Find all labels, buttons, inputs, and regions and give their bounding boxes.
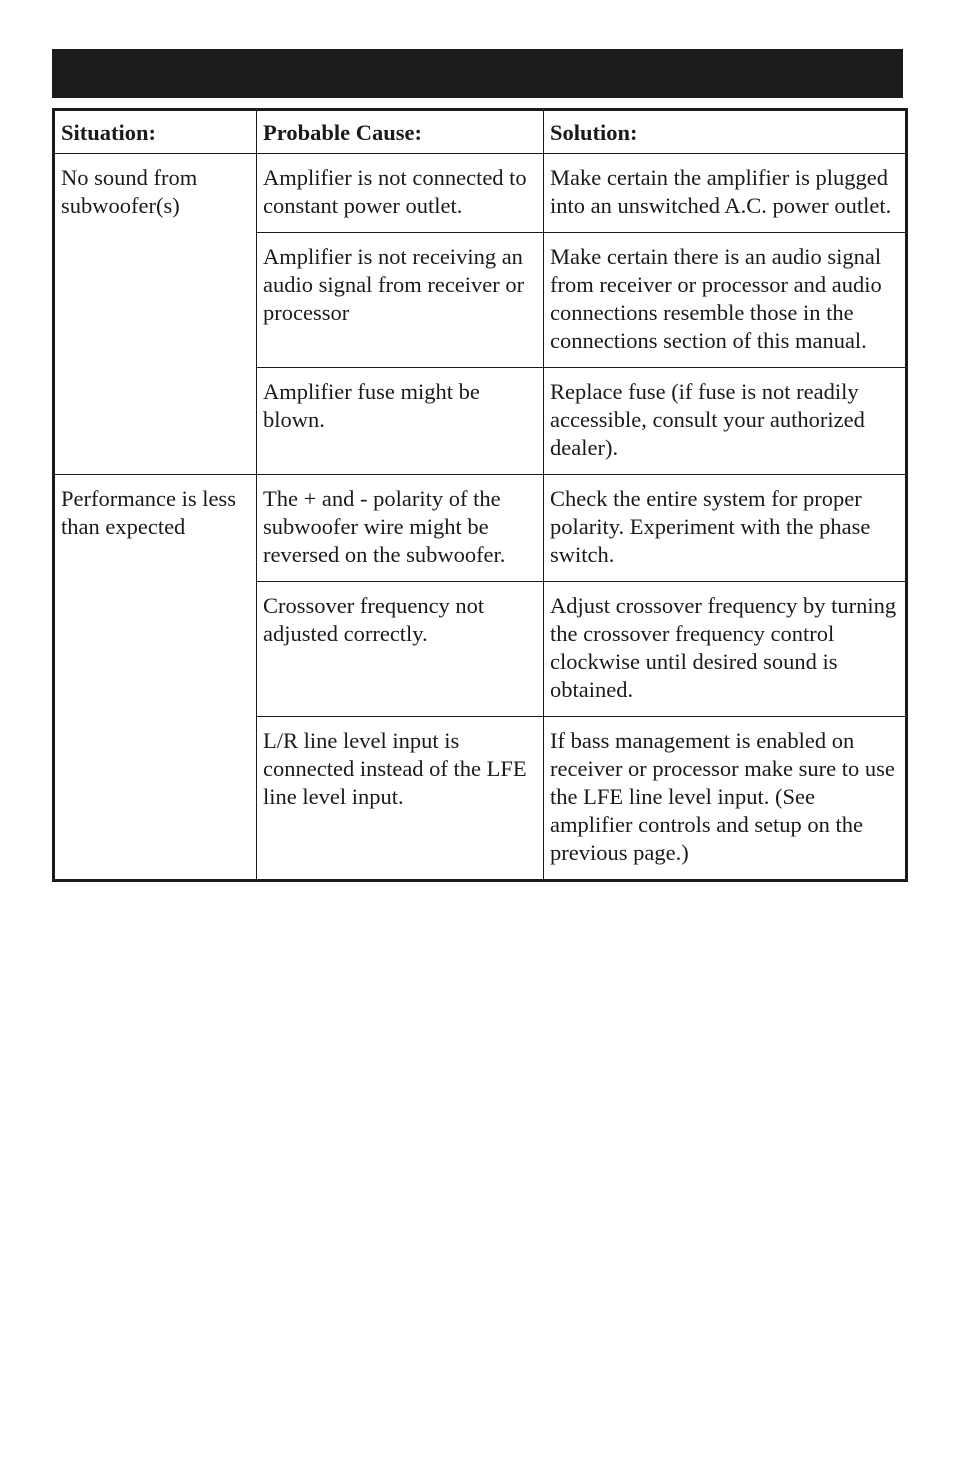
cause-cell: Crossover frequency not adjusted correctly.	[257, 582, 544, 717]
solution-cell: Adjust crossover frequency by turning the crossover frequency control clockwise until desired sound is obtained.	[544, 582, 907, 717]
header-solution: Solution:	[544, 110, 907, 154]
solution-cell: Check the entire system for proper polarity. Experiment with the phase switch.	[544, 475, 907, 582]
cause-cell: The + and - polarity of the subwoofer wire might be reversed on the subwoofer.	[257, 475, 544, 582]
header-situation: Situation:	[54, 110, 257, 154]
solution-cell: Make certain there is an audio signal from receiver or processor and audio connections resemble those in the connections section of this manual.	[544, 233, 907, 368]
table-row	[54, 475, 907, 582]
cause-cell: Amplifier fuse might be blown.	[257, 368, 544, 475]
situation-cell: No sound from subwoofer(s)	[54, 154, 257, 475]
table-row	[54, 154, 907, 233]
section-header-bar	[52, 49, 903, 98]
cause-cell: L/R line level input is connected instead of the LFE line level input.	[257, 717, 544, 881]
table-header-row	[54, 110, 907, 154]
troubleshooting-table	[52, 108, 908, 882]
cause-cell: Amplifier is not receiving an audio signal from receiver or processor	[257, 233, 544, 368]
solution-cell: Make certain the amplifier is plugged into an unswitched A.C. power outlet.	[544, 154, 907, 233]
solution-cell: If bass management is enabled on receiver or processor make sure to use the LFE line level input. (See amplifier controls and setup on the previous page.)	[544, 717, 907, 881]
solution-cell: Replace fuse (if fuse is not readily accessible, consult your authorized dealer).	[544, 368, 907, 475]
header-probable-cause: Probable Cause:	[257, 110, 544, 154]
cause-cell: Amplifier is not connected to constant power outlet.	[257, 154, 544, 233]
situation-cell: Performance is less than expected	[54, 475, 257, 881]
